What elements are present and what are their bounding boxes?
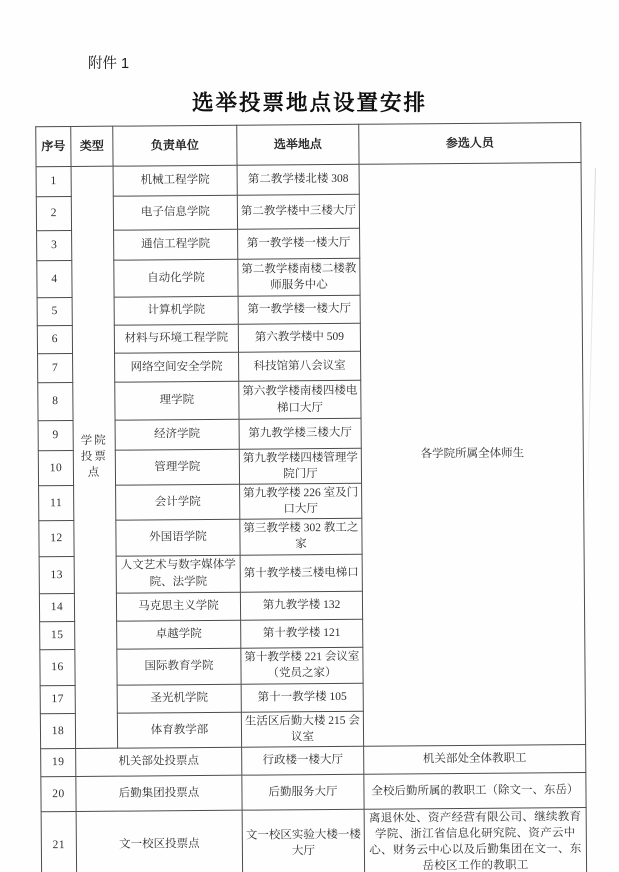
cell-place: 后勤服务大厅 bbox=[242, 774, 364, 810]
cell-unit: 外国语学院 bbox=[116, 520, 240, 556]
table-row bbox=[41, 744, 586, 776]
cell-no: 6 bbox=[37, 326, 72, 354]
cell-no: 13 bbox=[39, 556, 74, 593]
attachment-label: 附件 1 bbox=[88, 56, 130, 72]
cell-no: 17 bbox=[40, 685, 75, 713]
cell-place: 生活区后勤大楼 215 会议室 bbox=[241, 711, 363, 747]
cell-place: 第十教学楼 121 bbox=[241, 619, 363, 648]
cell-place: 第十教学楼 221 会议室（党员之家） bbox=[241, 647, 363, 684]
page-title: 选举投票地点设置安排 bbox=[191, 91, 427, 115]
cell-no: 5 bbox=[37, 298, 72, 326]
cell-place: 行政楼一楼大厅 bbox=[242, 746, 364, 775]
cell-place: 第二教学楼中三楼大厅 bbox=[237, 194, 359, 229]
cell-unit: 卓越学院 bbox=[117, 620, 241, 649]
cell-place: 第九教学楼 132 bbox=[240, 591, 362, 620]
cell-unit: 圣光机学院 bbox=[117, 684, 241, 713]
table-row bbox=[41, 807, 587, 872]
col-header-no: 序号 bbox=[36, 127, 71, 167]
cell-place: 第六教学楼南楼四楼电梯口大厅 bbox=[239, 380, 361, 419]
cell-no: 18 bbox=[40, 713, 75, 748]
table-wrapper bbox=[35, 122, 587, 872]
col-header-unit: 负责单位 bbox=[113, 125, 237, 166]
cell-unit: 通信工程学院 bbox=[114, 229, 238, 260]
cell-no: 7 bbox=[38, 354, 73, 383]
cell-unit: 国际教育学院 bbox=[117, 648, 241, 685]
cell-unit: 经济学院 bbox=[115, 419, 239, 450]
table-row bbox=[36, 163, 581, 197]
cell-unit: 会计学院 bbox=[116, 484, 240, 520]
cell-no: 14 bbox=[39, 593, 74, 621]
cell-participants: 机关部处全体教职工 bbox=[364, 744, 586, 774]
cell-no: 21 bbox=[41, 811, 77, 872]
cell-unit: 马克思主义学院 bbox=[116, 592, 240, 621]
cell-unit: 材料与环境工程学院 bbox=[114, 324, 238, 353]
cell-participants: 离退休处、资产经营有限公司、继续教育学院、浙江省信息化研究院、资产云中心、财务云中心以及后勤集团在文一、东岳校区工作的教职工 bbox=[364, 807, 587, 872]
col-header-type: 类型 bbox=[71, 126, 113, 166]
cell-no: 10 bbox=[38, 451, 73, 486]
cell-place: 第六教学楼中 509 bbox=[238, 323, 360, 352]
cell-no: 12 bbox=[39, 521, 74, 556]
cell-no: 3 bbox=[37, 231, 72, 261]
cell-no: 16 bbox=[40, 649, 75, 685]
cell-no: 11 bbox=[39, 486, 74, 521]
col-header-place: 选举地点 bbox=[237, 124, 359, 165]
cell-place: 第三教学楼 302 教工之家 bbox=[240, 519, 362, 555]
header-row bbox=[36, 123, 581, 167]
cell-place: 第九教学楼三楼大厅 bbox=[239, 418, 361, 449]
cell-unit: 理学院 bbox=[115, 381, 239, 420]
cell-no: 1 bbox=[36, 167, 71, 197]
col-header-participants: 参选人员 bbox=[359, 123, 581, 165]
cell-place: 科技馆第八会议室 bbox=[239, 351, 361, 381]
cell-unit: 管理学院 bbox=[115, 449, 239, 485]
cell-unit: 机械工程学院 bbox=[113, 165, 237, 196]
cell-place: 第一教学楼一楼大厅 bbox=[238, 295, 360, 324]
cell-unit: 文一校区投票点 bbox=[76, 810, 243, 872]
cell-place: 第二教学楼北楼 308 bbox=[237, 164, 359, 195]
cell-unit: 电子信息学院 bbox=[113, 195, 237, 230]
cell-no: 9 bbox=[38, 421, 73, 451]
type-cell-college: 学院投票点 bbox=[71, 166, 118, 748]
voting-table bbox=[35, 122, 587, 872]
cell-no: 15 bbox=[40, 621, 75, 649]
cell-no: 2 bbox=[36, 197, 71, 231]
cell-place: 第十一教学楼 105 bbox=[241, 683, 363, 712]
cell-place: 文一校区实验大楼一楼大厅 bbox=[242, 809, 365, 872]
cell-unit: 自动化学院 bbox=[114, 259, 238, 297]
scan-edge-artifact bbox=[587, 168, 596, 498]
table-row bbox=[41, 772, 586, 811]
cell-place: 第一教学楼一楼大厅 bbox=[238, 228, 360, 259]
cell-no: 8 bbox=[38, 383, 73, 421]
cell-place: 第十教学楼三楼电梯口 bbox=[240, 554, 362, 592]
cell-no: 20 bbox=[41, 776, 76, 811]
cell-unit: 机关部处投票点 bbox=[76, 747, 242, 776]
cell-unit: 计算机学院 bbox=[114, 296, 238, 325]
participants-cell-college: 各学院所属全体师生 bbox=[359, 163, 586, 746]
cell-place: 第九教学楼 226 室及门口大厅 bbox=[240, 483, 362, 519]
cell-unit: 人文艺术与数字媒体学院、法学院 bbox=[116, 555, 240, 593]
cell-unit: 后勤集团投票点 bbox=[76, 775, 242, 811]
cell-participants: 全校后勤所属的教职工（除文一、东岳） bbox=[364, 772, 586, 809]
cell-no: 4 bbox=[37, 261, 72, 298]
cell-unit: 网络空间安全学院 bbox=[115, 352, 239, 382]
cell-unit: 体育教学部 bbox=[117, 712, 241, 748]
cell-place: 第九教学楼四楼管理学院门厅 bbox=[239, 448, 361, 484]
cell-no: 19 bbox=[41, 748, 76, 776]
cell-place: 第二教学楼南楼二楼教师服务中心 bbox=[238, 258, 360, 296]
